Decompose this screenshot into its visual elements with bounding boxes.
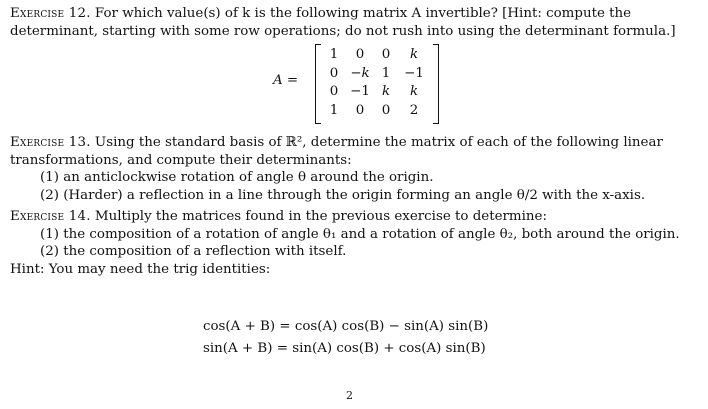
exercise-14-text: Multiply the matrices found in the previous exercise to determine: xyxy=(90,209,547,224)
matrix-a xyxy=(315,44,439,122)
exercise-14-item-1: (1) the composition of a rotation of angle θ₁ and a rotation of angle θ₂, both around the origin. xyxy=(40,226,680,242)
exercise-13-item-2: (2) (Harder) a reflection in a line through the origin forming an angle θ/2 with the x-axis. xyxy=(40,187,646,203)
exercise-12-title: Exercise 12. xyxy=(10,6,91,21)
matrix-cell: 0 xyxy=(381,102,391,118)
matrix-cell: 1 xyxy=(329,102,339,118)
document-page xyxy=(10,5,698,278)
identity-cos: cos(A + B) = cos(A) cos(B) − sin(A) sin(B) xyxy=(203,319,489,334)
exercise-13-item-1: (1) an anticlockwise rotation of angle θ around the origin. xyxy=(40,170,434,185)
matrix-cell: k xyxy=(381,84,391,99)
page-number: 2 xyxy=(346,389,353,402)
matrix-right-bracket xyxy=(433,44,439,124)
matrix-cell: 0 xyxy=(329,84,339,99)
exercise-14-item-2: (2) the composition of a reflection with itself. xyxy=(40,244,347,259)
identity-sin: sin(A + B) = sin(A) cos(B) + cos(A) sin(B) xyxy=(203,341,486,356)
matrix-cell: −1 xyxy=(350,84,370,99)
matrix-block xyxy=(10,44,698,124)
hint-text: Hint: You may need the trig identities: xyxy=(10,261,271,277)
matrix-cell: 0 xyxy=(329,65,339,81)
exercise-13-title: Exercise 13. xyxy=(10,135,91,150)
matrix-cell: 2 xyxy=(409,102,419,118)
exercise-14 xyxy=(10,208,698,226)
matrix-cell: k xyxy=(409,47,419,62)
matrix-cell: −1 xyxy=(404,65,424,81)
exercise-12-text: For which value(s) of k is the following matrix A invertible? [Hint: compute the determinant, starting with some row operations; do not rush into using the determinant formula.] xyxy=(10,6,676,39)
matrix-left-bracket xyxy=(315,44,321,124)
exercise-14-title: Exercise 14. xyxy=(10,209,91,224)
matrix-label: A = xyxy=(273,73,299,88)
exercise-13 xyxy=(10,134,698,169)
matrix-cell: 0 xyxy=(355,47,365,62)
matrix-grid xyxy=(325,46,429,120)
matrix-cell: −k xyxy=(350,65,370,81)
matrix-cell: 0 xyxy=(381,47,391,62)
exercise-12 xyxy=(10,5,698,40)
matrix-cell: 1 xyxy=(329,47,339,62)
matrix-cell: 1 xyxy=(381,65,391,81)
matrix-cell: k xyxy=(409,84,419,99)
exercise-13-text: Using the standard basis of ℝ², determine the matrix of each of the following linear transformations, and compute their determinants: xyxy=(10,135,663,168)
matrix-cell: 0 xyxy=(355,102,365,118)
trig-identities xyxy=(203,318,488,362)
